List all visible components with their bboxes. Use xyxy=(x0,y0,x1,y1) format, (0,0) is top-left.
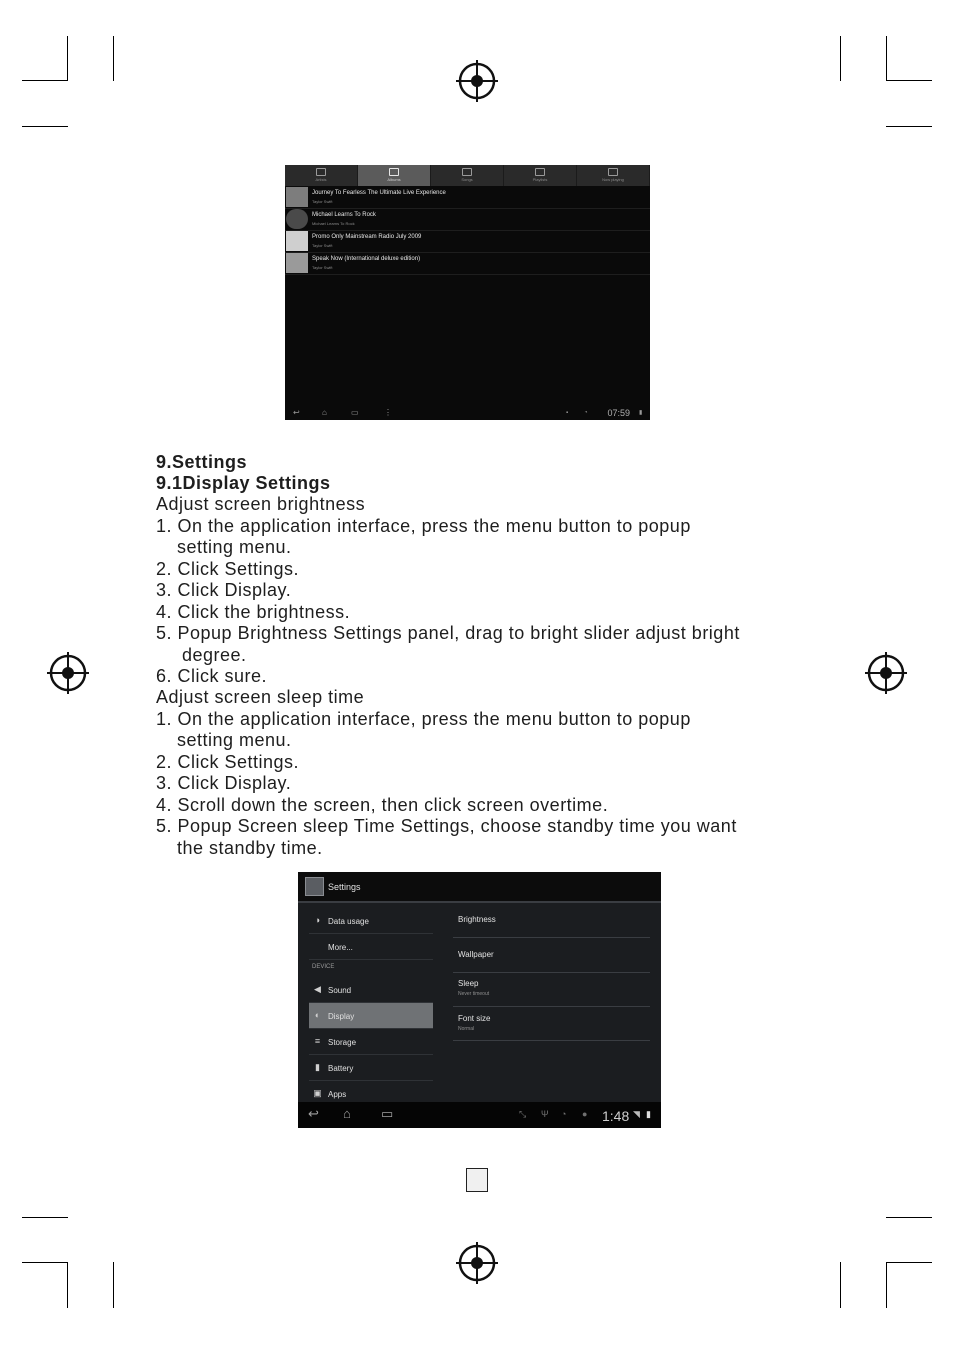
now-playing-icon xyxy=(608,168,618,176)
action-bar xyxy=(298,872,661,903)
crop-mark xyxy=(840,1262,841,1308)
item-label: Sound xyxy=(328,986,352,995)
text-line: 3. Click Display. xyxy=(156,773,292,793)
crop-mark xyxy=(67,36,68,81)
text-line: the standby time. xyxy=(177,838,323,858)
crop-mark xyxy=(22,1262,68,1263)
tab-now-playing[interactable] xyxy=(577,165,650,186)
crop-mark xyxy=(886,1262,932,1263)
album-title: Promo Only Mainstream Radio July 2009 xyxy=(312,234,422,240)
setting-font-size[interactable] xyxy=(453,1006,650,1041)
registration-mark-icon xyxy=(456,60,498,102)
text-line: 5. Popup Brightness Settings panel, drag to bright slider adjust bright xyxy=(156,623,740,643)
registration-mark-icon xyxy=(865,652,907,694)
subsection-heading: 9.1Display Settings xyxy=(156,473,331,493)
setting-sleep[interactable] xyxy=(453,972,650,1007)
text-line: Adjust screen brightness xyxy=(156,494,366,514)
music-app-screenshot xyxy=(285,165,650,420)
crop-mark xyxy=(886,1217,932,1218)
playlists-icon xyxy=(535,168,545,176)
signal-icon: ◔ xyxy=(561,1109,567,1119)
album-art xyxy=(286,209,308,229)
status-clock: 1:48 xyxy=(602,1108,630,1124)
registration-mark-icon xyxy=(47,652,89,694)
crop-mark xyxy=(886,36,887,81)
settings-item-sound[interactable] xyxy=(309,977,433,1003)
setting-subtitle: Never timeout xyxy=(458,991,490,997)
crop-mark xyxy=(67,1262,68,1308)
crop-mark xyxy=(22,1217,68,1218)
back-icon[interactable]: ↩ xyxy=(293,408,300,417)
album-list-item[interactable] xyxy=(285,252,650,275)
item-label: Apps xyxy=(328,1090,347,1099)
text-line: 6. Click sure. xyxy=(156,666,268,686)
crop-mark xyxy=(113,36,114,81)
text-line: 4. Click the brightness. xyxy=(156,602,351,622)
songs-icon xyxy=(462,168,472,176)
text-line: setting menu. xyxy=(177,537,292,557)
settings-item-data-usage[interactable] xyxy=(309,908,433,934)
setting-brightness[interactable] xyxy=(453,903,650,938)
apps-icon: ▣ xyxy=(313,1088,322,1098)
settings-item-display[interactable] xyxy=(309,1003,433,1029)
display-icon: ◐ xyxy=(314,1010,321,1020)
text-line: 2. Click Settings. xyxy=(156,752,300,772)
settings-item-storage[interactable] xyxy=(309,1029,433,1055)
text-line: setting menu. xyxy=(177,730,292,750)
tab-label: Artists xyxy=(315,177,327,182)
setting-title: Wallpaper xyxy=(458,950,494,959)
artists-icon xyxy=(316,168,326,176)
item-label: Battery xyxy=(328,1064,354,1073)
settings-app-screenshot xyxy=(298,872,661,1128)
tab-label: Albums xyxy=(387,177,401,182)
album-list-item[interactable] xyxy=(285,186,650,209)
album-artist: Taylor Swift xyxy=(312,199,333,204)
battery-icon: ▮ xyxy=(315,1062,320,1072)
sound-icon: ◀ xyxy=(314,984,321,994)
wifi-icon: ◔ xyxy=(584,410,588,416)
battery-icon: ▮ xyxy=(646,1109,651,1119)
crop-mark xyxy=(886,80,932,81)
setting-subtitle: Normal xyxy=(458,1026,475,1032)
android-icon: ● xyxy=(582,1109,588,1119)
settings-right-pane xyxy=(453,903,650,1101)
tab-songs[interactable] xyxy=(431,165,504,186)
page-number-box xyxy=(466,1168,488,1192)
text-line: Adjust screen sleep time xyxy=(156,687,365,707)
screenshot-icon: ▪ xyxy=(566,410,569,416)
home-icon[interactable]: ⌂ xyxy=(322,408,327,417)
tab-artists[interactable] xyxy=(285,165,358,186)
tab-label: Now playing xyxy=(602,177,624,182)
text-line: 5. Popup Screen sleep Time Settings, choose standby time you want xyxy=(156,816,737,836)
item-label: Storage xyxy=(328,1038,357,1047)
crop-mark xyxy=(22,80,68,81)
crop-mark xyxy=(886,1262,887,1308)
item-label: Data usage xyxy=(328,917,369,926)
crop-mark xyxy=(113,1262,114,1308)
usb-icon: Ψ xyxy=(541,1109,549,1119)
settings-item-more[interactable] xyxy=(309,934,433,960)
fullscreen-icon: ⤡ xyxy=(519,1109,527,1119)
album-list-item[interactable] xyxy=(285,208,650,231)
album-artist: Michael Learns To Rock xyxy=(312,221,355,226)
text-line: 4. Scroll down the screen, then click screen overtime. xyxy=(156,795,609,815)
app-title: Settings xyxy=(328,882,361,892)
tab-playlists[interactable] xyxy=(504,165,577,186)
battery-icon: ▮ xyxy=(639,410,643,416)
album-title: Journey To Fearless The Ultimate Live Experience xyxy=(312,190,446,196)
wifi-icon: ◥ xyxy=(633,1109,640,1119)
back-icon[interactable]: ↩ xyxy=(308,1106,319,1121)
album-title: Michael Learns To Rock xyxy=(312,212,376,218)
album-artist: Taylor Swift xyxy=(312,243,333,248)
setting-title: Brightness xyxy=(458,915,496,924)
menu-icon[interactable]: ⋮ xyxy=(384,408,392,417)
text-line: 1. On the application interface, press the menu button to popup xyxy=(156,516,691,536)
crop-mark xyxy=(840,36,841,81)
tab-label: Songs xyxy=(461,177,473,182)
section-heading: 9.Settings xyxy=(156,452,248,472)
settings-app-icon[interactable] xyxy=(305,877,324,896)
music-tab-bar xyxy=(285,165,650,186)
crop-mark xyxy=(886,126,932,127)
album-art xyxy=(286,231,308,251)
settings-item-battery[interactable] xyxy=(309,1055,433,1081)
item-label: More... xyxy=(328,943,353,952)
text-line: 3. Click Display. xyxy=(156,580,292,600)
crop-mark xyxy=(22,126,68,127)
album-art xyxy=(286,187,308,207)
registration-mark-icon xyxy=(456,1242,498,1284)
setting-title: Font size xyxy=(458,1014,491,1023)
albums-icon xyxy=(389,168,399,176)
setting-wallpaper[interactable] xyxy=(453,938,650,973)
recent-apps-icon[interactable]: ▭ xyxy=(381,1106,394,1121)
system-nav-bar xyxy=(298,1102,661,1128)
tab-albums[interactable] xyxy=(358,165,431,186)
recent-apps-icon[interactable]: ▭ xyxy=(351,408,359,417)
album-art xyxy=(286,253,308,273)
status-clock: 07:59 xyxy=(607,408,630,418)
home-icon[interactable]: ⌂ xyxy=(343,1106,351,1121)
text-line: degree. xyxy=(182,645,247,665)
tab-label: Playlists xyxy=(532,177,548,182)
category-header: DEVICE xyxy=(312,964,335,970)
setting-title: Sleep xyxy=(458,979,479,988)
text-line: 1. On the application interface, press the menu button to popup xyxy=(156,709,691,729)
text-line: 2. Click Settings. xyxy=(156,559,300,579)
album-artist: Taylor Swift xyxy=(312,265,333,270)
album-title: Speak Now (International deluxe edition) xyxy=(312,256,421,262)
album-list-item[interactable] xyxy=(285,230,650,253)
storage-icon: ≡ xyxy=(314,1036,321,1046)
data-usage-icon: ◑ xyxy=(314,915,321,925)
item-label: Display xyxy=(328,1012,355,1021)
system-nav-bar xyxy=(285,406,650,420)
settings-left-pane xyxy=(309,903,433,1101)
